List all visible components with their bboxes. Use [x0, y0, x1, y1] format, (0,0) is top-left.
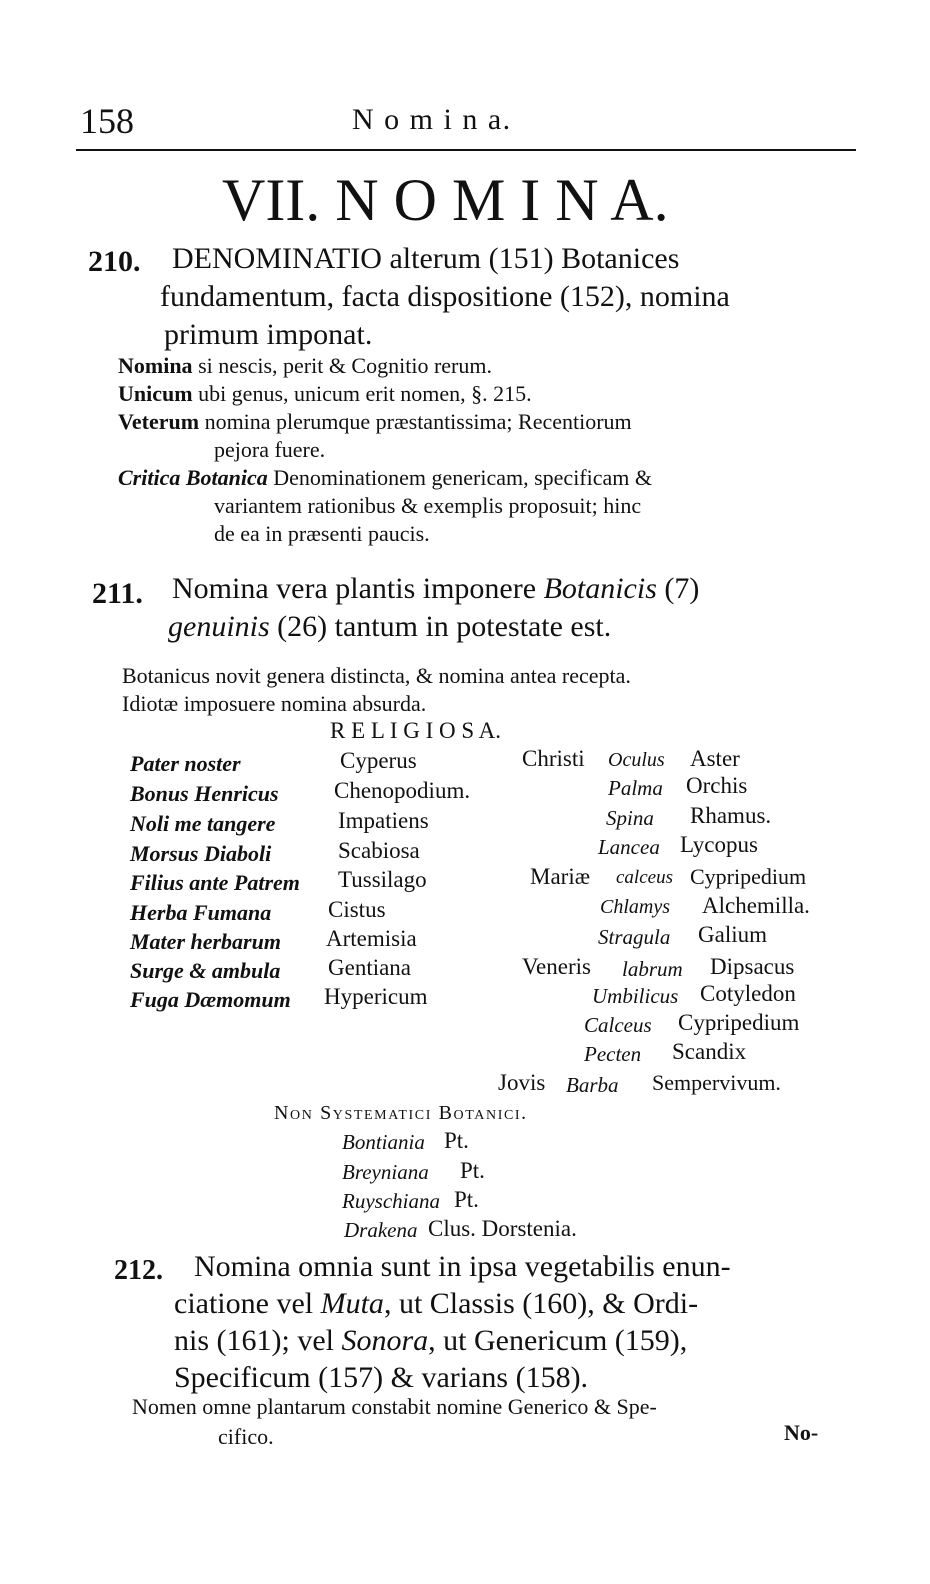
religiosa-genus: Chenopodium.	[334, 778, 471, 803]
aphorism-212-line: Specificum (157) & varians (158).	[174, 1361, 589, 1394]
note-line: Veterum nomina plerumque præstantissima; Recentiorum	[118, 409, 632, 434]
religiosa-latin: Umbilicus	[592, 984, 679, 1008]
non-systematici-heading: Non Systematici Botanici.	[274, 1102, 528, 1124]
religiosa-latin: calceus	[616, 867, 673, 888]
religiosa-latin: Stragula	[598, 925, 671, 949]
religiosa-genus: Cypripedium	[678, 1010, 800, 1035]
aphorism-211-line1: Nomina vera plantis imponere Botanicis (7)	[172, 572, 700, 605]
list-item-author: Clus. Dorstenia.	[428, 1216, 577, 1241]
note-line: Unicum ubi genus, unicum erit nomen, §. 215.	[118, 381, 532, 406]
religiosa-latin: Morsus Diaboli	[130, 841, 272, 866]
note-line: Nomina si nescis, perit & Cognitio rerum.	[118, 353, 492, 378]
aphorism-212-line: Nomina omnia sunt in ipsa vegetabilis enun-	[194, 1250, 731, 1283]
religiosa-latin: labrum	[622, 957, 683, 981]
note-line: Critica Botanica Denominationem genericam, specificam &	[118, 465, 652, 490]
religiosa-genus: Cypripedium	[690, 864, 807, 889]
religiosa-owner: Mariæ	[530, 864, 591, 889]
religiosa-genus: Cyperus	[340, 748, 417, 773]
religiosa-genus: Aster	[690, 746, 740, 771]
religiosa-genus: Impatiens	[338, 808, 429, 833]
religiosa-latin: Chlamys	[600, 896, 670, 918]
aphorism-211-text	[168, 570, 700, 646]
religiosa-genus: Scabiosa	[338, 838, 420, 863]
religiosa-owner: Veneris	[522, 954, 591, 979]
note-line: Nomen omne plantarum constabit nomine Generico & Spe-	[132, 1394, 657, 1419]
note-line: de ea in præsenti paucis.	[214, 521, 430, 546]
aphorism-211-notes	[122, 662, 631, 718]
aphorism-210-line: DENOMINATIO alterum (151) Botanices	[172, 242, 680, 275]
religiosa-genus: Scandix	[672, 1039, 747, 1064]
religiosa-latin: Filius ante Patrem	[130, 870, 300, 895]
note-line: Botanicus novit genera distincta, & nomina antea recepta.	[122, 663, 631, 688]
aphorism-210-text	[160, 240, 730, 354]
list-item-name: Breyniana	[342, 1160, 429, 1184]
religiosa-genus: Galium	[698, 922, 767, 947]
note-line: cifico.	[218, 1424, 274, 1449]
note-line: variantem rationibus & exemplis proposuit; hinc	[214, 493, 642, 518]
catchword: No-	[784, 1420, 819, 1445]
religiosa-latin: Pecten	[584, 1042, 642, 1066]
religiosa-genus: Lycopus	[680, 832, 758, 857]
religiosa-genus: Dipsacus	[710, 954, 795, 979]
aphorism-211-line2: genuinis (26) tantum in potestate est.	[168, 610, 612, 643]
running-title: N o m i n a.	[352, 103, 512, 136]
aphorism-212-number: 212.	[114, 1255, 163, 1286]
religiosa-latin: Calceus	[584, 1013, 652, 1037]
religiosa-genus: Artemisia	[326, 926, 417, 951]
religiosa-genus: Gentiana	[328, 955, 412, 980]
page-number: 158	[80, 101, 134, 141]
religiosa-genus: Sempervivum.	[652, 1070, 781, 1095]
religiosa-genus: Tussilago	[338, 867, 427, 892]
religiosa-genus: Cistus	[328, 897, 386, 922]
list-item-name: Drakena	[344, 1218, 418, 1242]
aphorism-212-line: nis (161); vel Sonora, ut Genericum (159),	[174, 1324, 688, 1357]
religiosa-latin: Oculus	[608, 749, 665, 771]
religiosa-latin: Mater herbarum	[130, 929, 281, 954]
religiosa-genus: Alchemilla.	[702, 893, 810, 918]
chapter-title: VII. N O M I N A.	[222, 167, 669, 233]
religiosa-owner: Jovis	[498, 1070, 546, 1095]
religiosa-latin: Surge & ambula	[130, 958, 281, 983]
aphorism-212-note	[132, 1392, 657, 1452]
religiosa-latin: Spina	[606, 806, 654, 830]
religiosa-heading: R E L I G I O S A.	[330, 718, 502, 743]
header-rule	[76, 149, 856, 151]
aphorism-212-line: ciatione vel Muta, ut Classis (160), & Ordi-	[174, 1287, 699, 1320]
aphorism-210-notes	[118, 352, 652, 548]
religiosa-genus: Hypericum	[324, 984, 428, 1009]
note-line: pejora fuere.	[214, 437, 326, 462]
religiosa-latin: Pater noster	[130, 751, 241, 776]
aphorism-212-text	[174, 1248, 731, 1396]
aphorism-210-number: 210.	[88, 245, 141, 278]
religiosa-genus: Cotyledon	[700, 981, 796, 1006]
religiosa-latin: Herba Fumana	[130, 900, 272, 925]
religiosa-latin: Lancea	[598, 835, 660, 859]
list-item-author: Pt.	[444, 1128, 469, 1153]
list-item-author: Pt.	[460, 1158, 485, 1183]
religiosa-latin: Barba	[566, 1073, 619, 1097]
list-item-author: Pt.	[454, 1187, 479, 1212]
religiosa-owner: Christi	[522, 746, 585, 771]
religiosa-genus: Rhamus.	[690, 803, 772, 828]
aphorism-210-line: fundamentum, facta dispositione (152), nomina	[160, 280, 730, 313]
religiosa-genus: Orchis	[686, 773, 748, 798]
aphorism-210-line: primum imponat.	[164, 318, 373, 351]
list-item-name: Ruyschiana	[342, 1189, 440, 1213]
aphorism-211-number: 211.	[92, 577, 143, 610]
note-line: Idiotæ imposuere nomina absurda.	[122, 691, 427, 716]
religiosa-latin: Noli me tangere	[130, 811, 276, 836]
religiosa-latin: Fuga Dæmomum	[130, 987, 291, 1012]
religiosa-latin: Bonus Henricus	[130, 781, 279, 806]
religiosa-latin: Palma	[608, 776, 663, 800]
list-item-name: Bontiania	[342, 1130, 425, 1154]
